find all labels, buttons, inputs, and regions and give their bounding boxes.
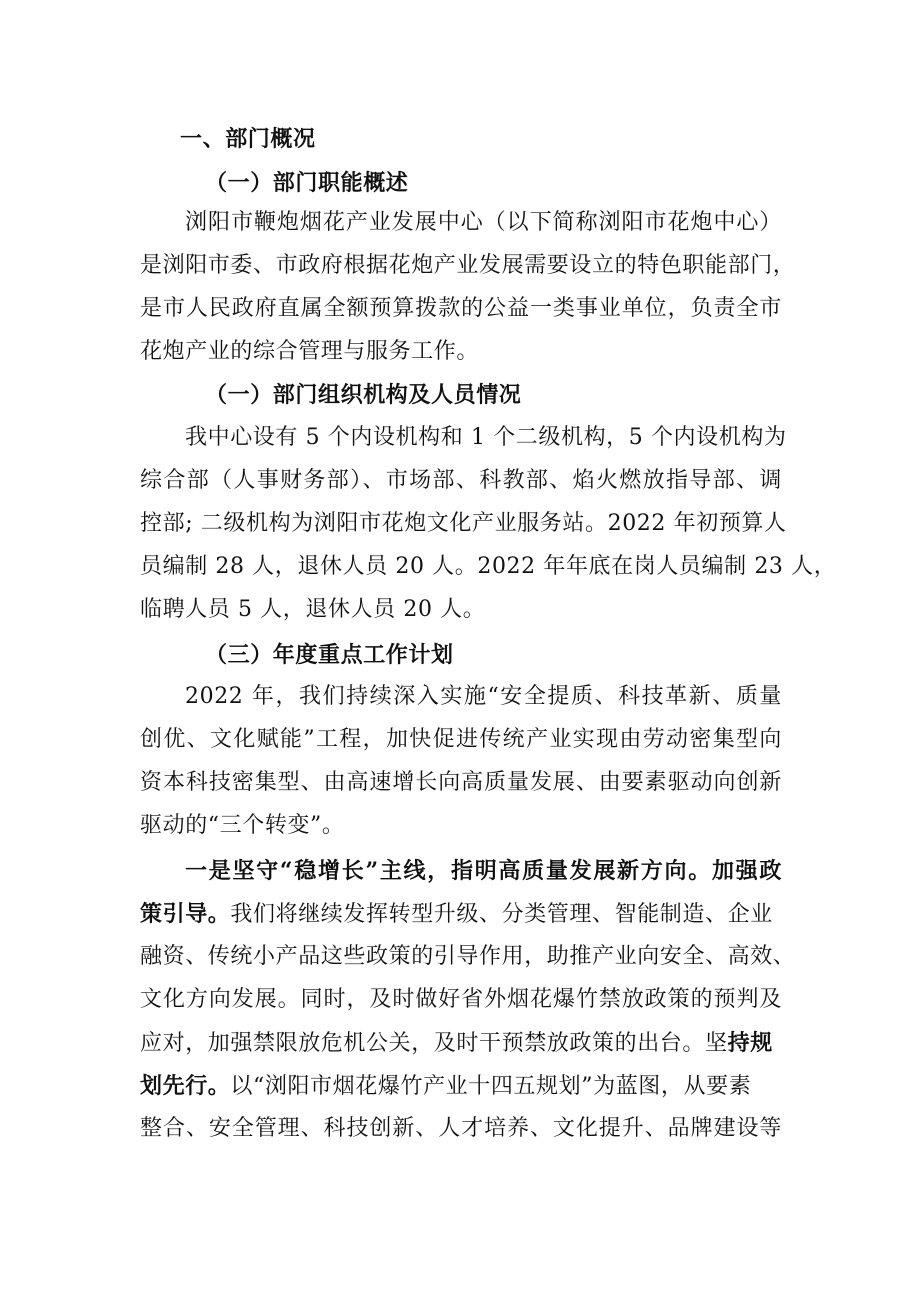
text-run: 应对，加强禁限放危机公关，及时干预禁放政策的出台。坚 [140,1031,728,1056]
paragraph-line: 花炮产业的综合管理与服务工作。 [140,339,480,364]
heading-department-overview: 一、部门概况 [180,126,316,152]
paragraph-line [140,1028,782,1059]
section-title-annual-plan: （三）年度重点工作计划 [205,642,454,668]
paragraph-line: 驱动的“三个转变”。 [140,813,345,838]
section-title-functions: （一）部门职能概述 [205,170,409,196]
paragraph-line: 2022 年，我们持续深入实施“安全提质、科技革新、质量 [185,684,782,709]
bold-phrase: 持规 [727,1030,773,1056]
paragraph-line: 是浏阳市委、市政府根据花炮产业发展需要设立的特色职能部门， [140,253,796,278]
text-run: 我们将继续发挥转型升级、分类管理、智能制造、企业 [230,902,773,927]
paragraph-line: 融资、传统小产品这些政策的引导作用，助推产业向安全、高效、 [140,944,796,969]
paragraph-line: 综合部（人事财务部）、市场部、科教部、焰火燃放指导部、调 [140,468,782,493]
paragraph-line: 控部; 二级机构为浏阳市花炮文化产业服务站。2022 年初预算人 [140,511,787,536]
bold-phrase: 划先行。 [140,1073,231,1099]
paragraph-line [140,899,782,930]
paragraph-line: 浏阳市鞭炮烟花产业发展中心（以下简称浏阳市花炮中心） [185,210,782,235]
paragraph-line [140,1071,782,1102]
paragraph-line: 资本科技密集型、由高速增长向高质量发展、由要素驱动向创新 [140,770,782,795]
section-title-organization: （一）部门组织机构及人员情况 [205,382,522,408]
paragraph-line: 整合、安全管理、科技创新、人才培养、文化提升、品牌建设等 [140,1116,782,1141]
paragraph-line: 文化方向发展。同时，及时做好省外烟花爆竹禁放政策的预判及 [140,987,782,1012]
point-one-heading-line: 一是坚守“稳增长”主线，指明高质量发展新方向。加强政 [185,858,782,884]
paragraph-line: 创优、文化赋能”工程，加快促进传统产业实现由劳动密集型向 [140,727,782,752]
text-run: 以“浏阳市烟花爆竹产业十四五规划”为蓝图，从要素 [230,1074,752,1099]
bold-phrase: 策引导。 [140,901,231,927]
paragraph-line: 是市人民政府直属全额预算拨款的公益一类事业单位，负责全市 [140,296,782,321]
paragraph-line: 员编制 28 人，退休人员 20 人。2022 年年底在岗人员编制 23 人， [140,554,837,579]
paragraph-line: 我中心设有 5 个内设机构和 1 个二级机构，5 个内设机构为 [185,425,787,450]
paragraph-line: 临聘人员 5 人，退休人员 20 人。 [140,597,486,622]
